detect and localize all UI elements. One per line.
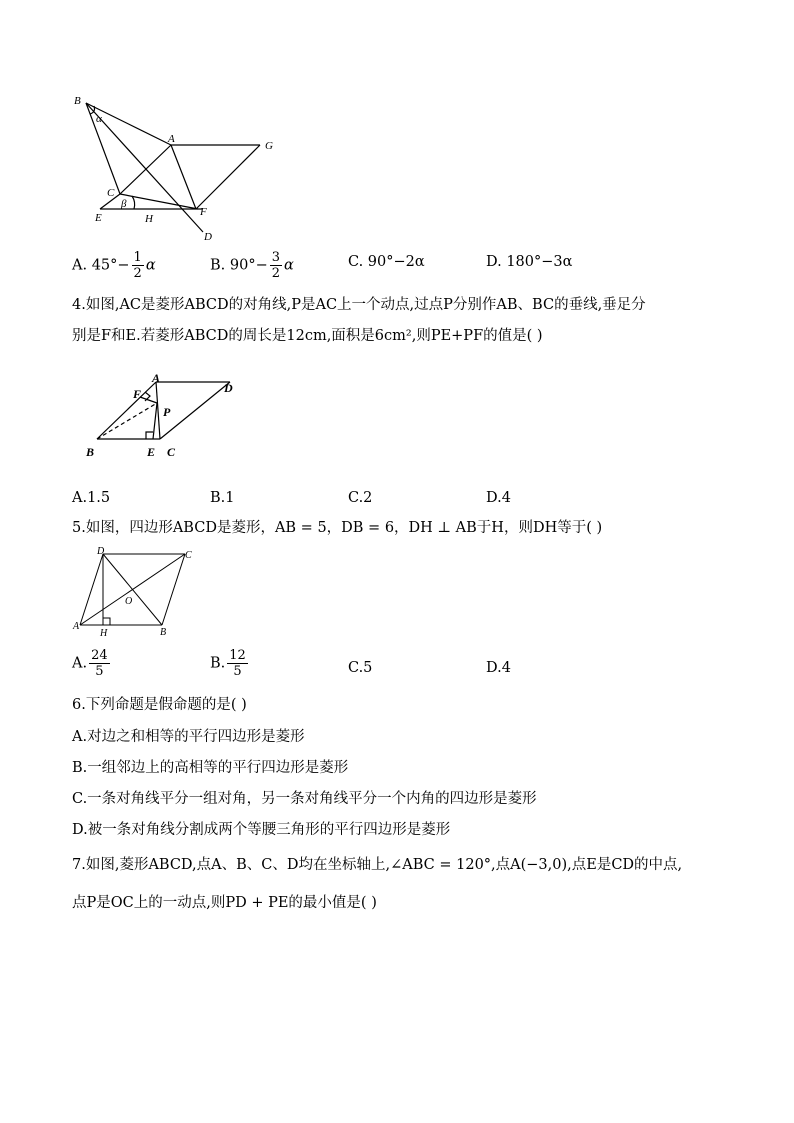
q5-label-C: C bbox=[185, 550, 192, 561]
q3-label-alpha: α bbox=[96, 113, 102, 125]
q7-stem-line2: 点P是OC上的一动点,则PD + PE的最小值是( ) bbox=[72, 895, 377, 911]
q4-option-a: A.1.5 bbox=[72, 490, 111, 506]
q3-segment-GF bbox=[196, 145, 260, 209]
q3-option-a: A. 45°− $\frac{1}{2}$ α bbox=[72, 250, 156, 281]
q3-segment-AF bbox=[171, 145, 196, 209]
q3-option-c: C. 90°−2α bbox=[348, 254, 425, 270]
q3-label-G: G bbox=[265, 140, 273, 152]
q3-label-D: D bbox=[204, 231, 212, 243]
q5-label-H: H bbox=[100, 628, 108, 639]
q4-stem-line2: 别是F和E.若菱形ABCD的周长是12cm,面积是6cm²,则PE+PF的值是( ) bbox=[72, 328, 543, 344]
q3-label-beta: β bbox=[121, 198, 127, 210]
q4-label-E: E bbox=[147, 445, 156, 459]
q4-segment-PE bbox=[153, 403, 157, 439]
q4-segment-AB bbox=[97, 382, 156, 439]
q4-label-D: D bbox=[224, 381, 233, 395]
q5-option-b: B. $\frac{12}{5}$ bbox=[210, 648, 246, 679]
q3-label-E: E bbox=[95, 212, 102, 224]
q5-label-D: D bbox=[97, 546, 105, 557]
q3-label-C: C bbox=[107, 187, 115, 199]
q4-right-angle-E bbox=[146, 432, 153, 439]
q5-stem: 5.如图，四边形ABCD是菱形，AB = 5，DB = 6，DH ⊥ AB于H，则DH等于( ) bbox=[72, 520, 603, 536]
q5-figure bbox=[70, 545, 200, 640]
q3-segment-AC bbox=[120, 145, 171, 194]
q4-figure bbox=[80, 370, 260, 465]
q3-label-A: A bbox=[168, 133, 175, 145]
q5-label-B: B bbox=[160, 627, 167, 638]
q5-option-a: A. $\frac{24}{5}$ bbox=[72, 648, 108, 679]
q5-label-O: O bbox=[125, 596, 133, 607]
q6-stem: 6.下列命题是假命题的是( ) bbox=[72, 697, 247, 713]
q5-segment-DB bbox=[103, 554, 162, 625]
q4-stem-line1: 4.如图,AC是菱形ABCD的对角线,P是AC上一个动点,过点P分别作AB、BC的垂线,垂足分 bbox=[72, 297, 646, 313]
q5-segment-BC bbox=[162, 554, 185, 625]
q6-option-c: C.一条对角线平分一组对角，另一条对角线平分一个内角的四边形是菱形 bbox=[72, 791, 537, 807]
q7-stem-line1: 7.如图,菱形ABCD,点A、B、C、D均在坐标轴上,∠ABC = 120°,点A(−3,0),点E是CD的中点, bbox=[72, 857, 683, 873]
q5-label-A: A bbox=[73, 621, 80, 632]
q6-option-b: B.一组邻边上的高相等的平行四边形是菱形 bbox=[72, 760, 349, 776]
q4-option-d: D.4 bbox=[486, 490, 511, 506]
q4-label-B: B bbox=[86, 445, 95, 459]
q3-figure bbox=[70, 92, 290, 247]
q3-option-b: B. 90°− $\frac{3}{2}$ α bbox=[210, 250, 294, 281]
q3-option-d: D. 180°−3α bbox=[486, 254, 573, 270]
q4-label-A: A bbox=[152, 371, 161, 385]
q4-segment-BP-dashed bbox=[97, 403, 157, 439]
q4-label-C: C bbox=[167, 445, 176, 459]
q5-right-angle-H bbox=[103, 618, 110, 625]
q4-label-F: F bbox=[133, 387, 142, 401]
q4-option-c: C.2 bbox=[348, 490, 373, 506]
q6-option-d: D.被一条对角线分割成两个等腰三角形的平行四边形是菱形 bbox=[72, 822, 451, 838]
q3-label-F: F bbox=[200, 206, 207, 218]
q4-option-b: B.1 bbox=[210, 490, 235, 506]
q4-segment-DC bbox=[160, 382, 230, 439]
q3-angle-beta-arc bbox=[132, 196, 135, 209]
q5-segment-AD bbox=[80, 554, 103, 625]
q3-label-B: B bbox=[74, 95, 81, 107]
q5-option-d: D.4 bbox=[486, 660, 511, 676]
q3-label-H: H bbox=[145, 213, 153, 225]
q4-label-P: P bbox=[163, 405, 171, 419]
q5-option-c: C.5 bbox=[348, 660, 373, 676]
q6-option-a: A.对边之和相等的平行四边形是菱形 bbox=[72, 729, 305, 745]
